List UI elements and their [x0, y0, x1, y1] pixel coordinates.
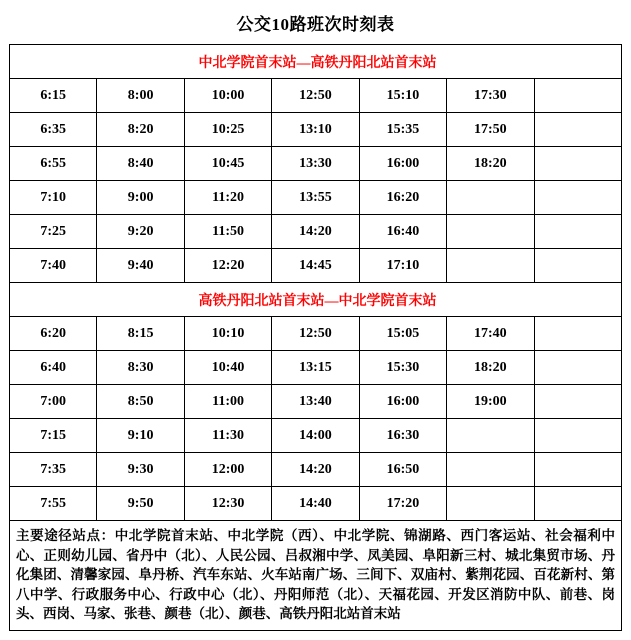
time-cell: 12:50 [272, 317, 359, 351]
time-cell-empty [534, 79, 621, 113]
time-cell-empty [447, 487, 534, 521]
time-cell-empty [447, 215, 534, 249]
time-cell: 7:40 [10, 249, 97, 283]
table-row [10, 147, 622, 181]
time-cell: 9:00 [97, 181, 184, 215]
table-row [10, 317, 622, 351]
section-header-inbound: 高铁丹阳北站首末站—中北学院首末站 [10, 283, 622, 317]
time-cell: 12:00 [184, 453, 271, 487]
time-cell: 17:10 [359, 249, 446, 283]
time-cell: 16:20 [359, 181, 446, 215]
time-cell: 8:00 [97, 79, 184, 113]
time-cell: 17:40 [447, 317, 534, 351]
time-cell: 9:50 [97, 487, 184, 521]
page-title: 公交10路班次时刻表 [236, 15, 395, 34]
time-cell: 7:35 [10, 453, 97, 487]
time-cell: 16:00 [359, 385, 446, 419]
time-cell: 6:15 [10, 79, 97, 113]
table-row [10, 453, 622, 487]
time-cell: 7:15 [10, 419, 97, 453]
time-cell: 10:25 [184, 113, 271, 147]
time-cell: 14:45 [272, 249, 359, 283]
schedule-table [9, 44, 622, 521]
time-cell: 13:10 [272, 113, 359, 147]
time-cell-empty [534, 385, 621, 419]
time-cell: 18:20 [447, 351, 534, 385]
time-cell: 16:30 [359, 419, 446, 453]
route-stops-note: 主要途径站点：中北学院首末站、中北学院（西）、中北学院、锦湖路、西门客运站、社会福利中心、正则幼儿园、省丹中（北）、人民公园、吕叔湘中学、凤美园、阜阳新三村、城北集贸市场、丹化集团、清馨家园、阜丹桥、汽车东站、火车站南广场、三间下、双庙村、紫荆花园、百花新村、第八中学、行政服务中心、行政中心（北）、丹阳师范（北）、天福花园、开发区消防中队、前巷、岗头、西岗、马家、张巷、颜巷（北）、颜巷、高铁丹阳北站首末站 [9, 521, 622, 631]
time-cell-empty [534, 215, 621, 249]
table-row [10, 351, 622, 385]
time-cell: 18:20 [447, 147, 534, 181]
time-cell: 7:00 [10, 385, 97, 419]
time-cell: 8:40 [97, 147, 184, 181]
time-cell-empty [447, 249, 534, 283]
section-header-outbound: 中北学院首末站—高铁丹阳北站首末站 [10, 45, 622, 79]
time-cell: 12:20 [184, 249, 271, 283]
schedule-table-body [10, 45, 622, 521]
time-cell: 10:00 [184, 79, 271, 113]
time-cell: 17:50 [447, 113, 534, 147]
time-cell: 14:00 [272, 419, 359, 453]
time-cell: 14:40 [272, 487, 359, 521]
time-cell-empty [534, 249, 621, 283]
time-cell: 6:20 [10, 317, 97, 351]
time-cell-empty [447, 453, 534, 487]
time-cell-empty [534, 181, 621, 215]
table-row [10, 385, 622, 419]
time-cell: 9:30 [97, 453, 184, 487]
time-cell: 11:50 [184, 215, 271, 249]
time-cell: 13:40 [272, 385, 359, 419]
section-header-row [10, 283, 622, 317]
table-row [10, 487, 622, 521]
time-cell: 12:30 [184, 487, 271, 521]
table-row [10, 113, 622, 147]
time-cell-empty [534, 147, 621, 181]
time-cell: 9:10 [97, 419, 184, 453]
table-row [10, 215, 622, 249]
time-cell: 13:15 [272, 351, 359, 385]
time-cell-empty [534, 453, 621, 487]
time-cell: 9:40 [97, 249, 184, 283]
time-cell: 16:50 [359, 453, 446, 487]
time-cell: 6:55 [10, 147, 97, 181]
time-cell: 16:40 [359, 215, 446, 249]
time-cell: 11:00 [184, 385, 271, 419]
time-cell: 17:20 [359, 487, 446, 521]
time-cell-empty [534, 113, 621, 147]
time-cell-empty [534, 419, 621, 453]
time-cell: 7:10 [10, 181, 97, 215]
time-cell: 7:55 [10, 487, 97, 521]
time-cell: 17:30 [447, 79, 534, 113]
time-cell: 8:20 [97, 113, 184, 147]
time-cell-empty [447, 419, 534, 453]
time-cell: 15:05 [359, 317, 446, 351]
time-cell-empty [534, 351, 621, 385]
time-cell: 13:30 [272, 147, 359, 181]
time-cell: 7:25 [10, 215, 97, 249]
time-cell: 19:00 [447, 385, 534, 419]
time-cell: 14:20 [272, 215, 359, 249]
time-cell-empty [534, 317, 621, 351]
time-cell: 10:10 [184, 317, 271, 351]
time-cell: 6:35 [10, 113, 97, 147]
time-cell: 11:20 [184, 181, 271, 215]
section-header-row [10, 45, 622, 79]
time-cell: 12:50 [272, 79, 359, 113]
time-cell: 15:10 [359, 79, 446, 113]
time-cell: 15:35 [359, 113, 446, 147]
time-cell-empty [447, 181, 534, 215]
table-row [10, 181, 622, 215]
time-cell: 10:45 [184, 147, 271, 181]
time-cell: 6:40 [10, 351, 97, 385]
time-cell: 10:40 [184, 351, 271, 385]
table-row [10, 249, 622, 283]
time-cell: 9:20 [97, 215, 184, 249]
time-cell: 16:00 [359, 147, 446, 181]
time-cell: 15:30 [359, 351, 446, 385]
table-row [10, 419, 622, 453]
time-cell: 11:30 [184, 419, 271, 453]
table-row [10, 79, 622, 113]
time-cell: 14:20 [272, 453, 359, 487]
time-cell: 8:50 [97, 385, 184, 419]
time-cell: 8:15 [97, 317, 184, 351]
time-cell-empty [534, 487, 621, 521]
time-cell: 13:55 [272, 181, 359, 215]
time-cell: 8:30 [97, 351, 184, 385]
